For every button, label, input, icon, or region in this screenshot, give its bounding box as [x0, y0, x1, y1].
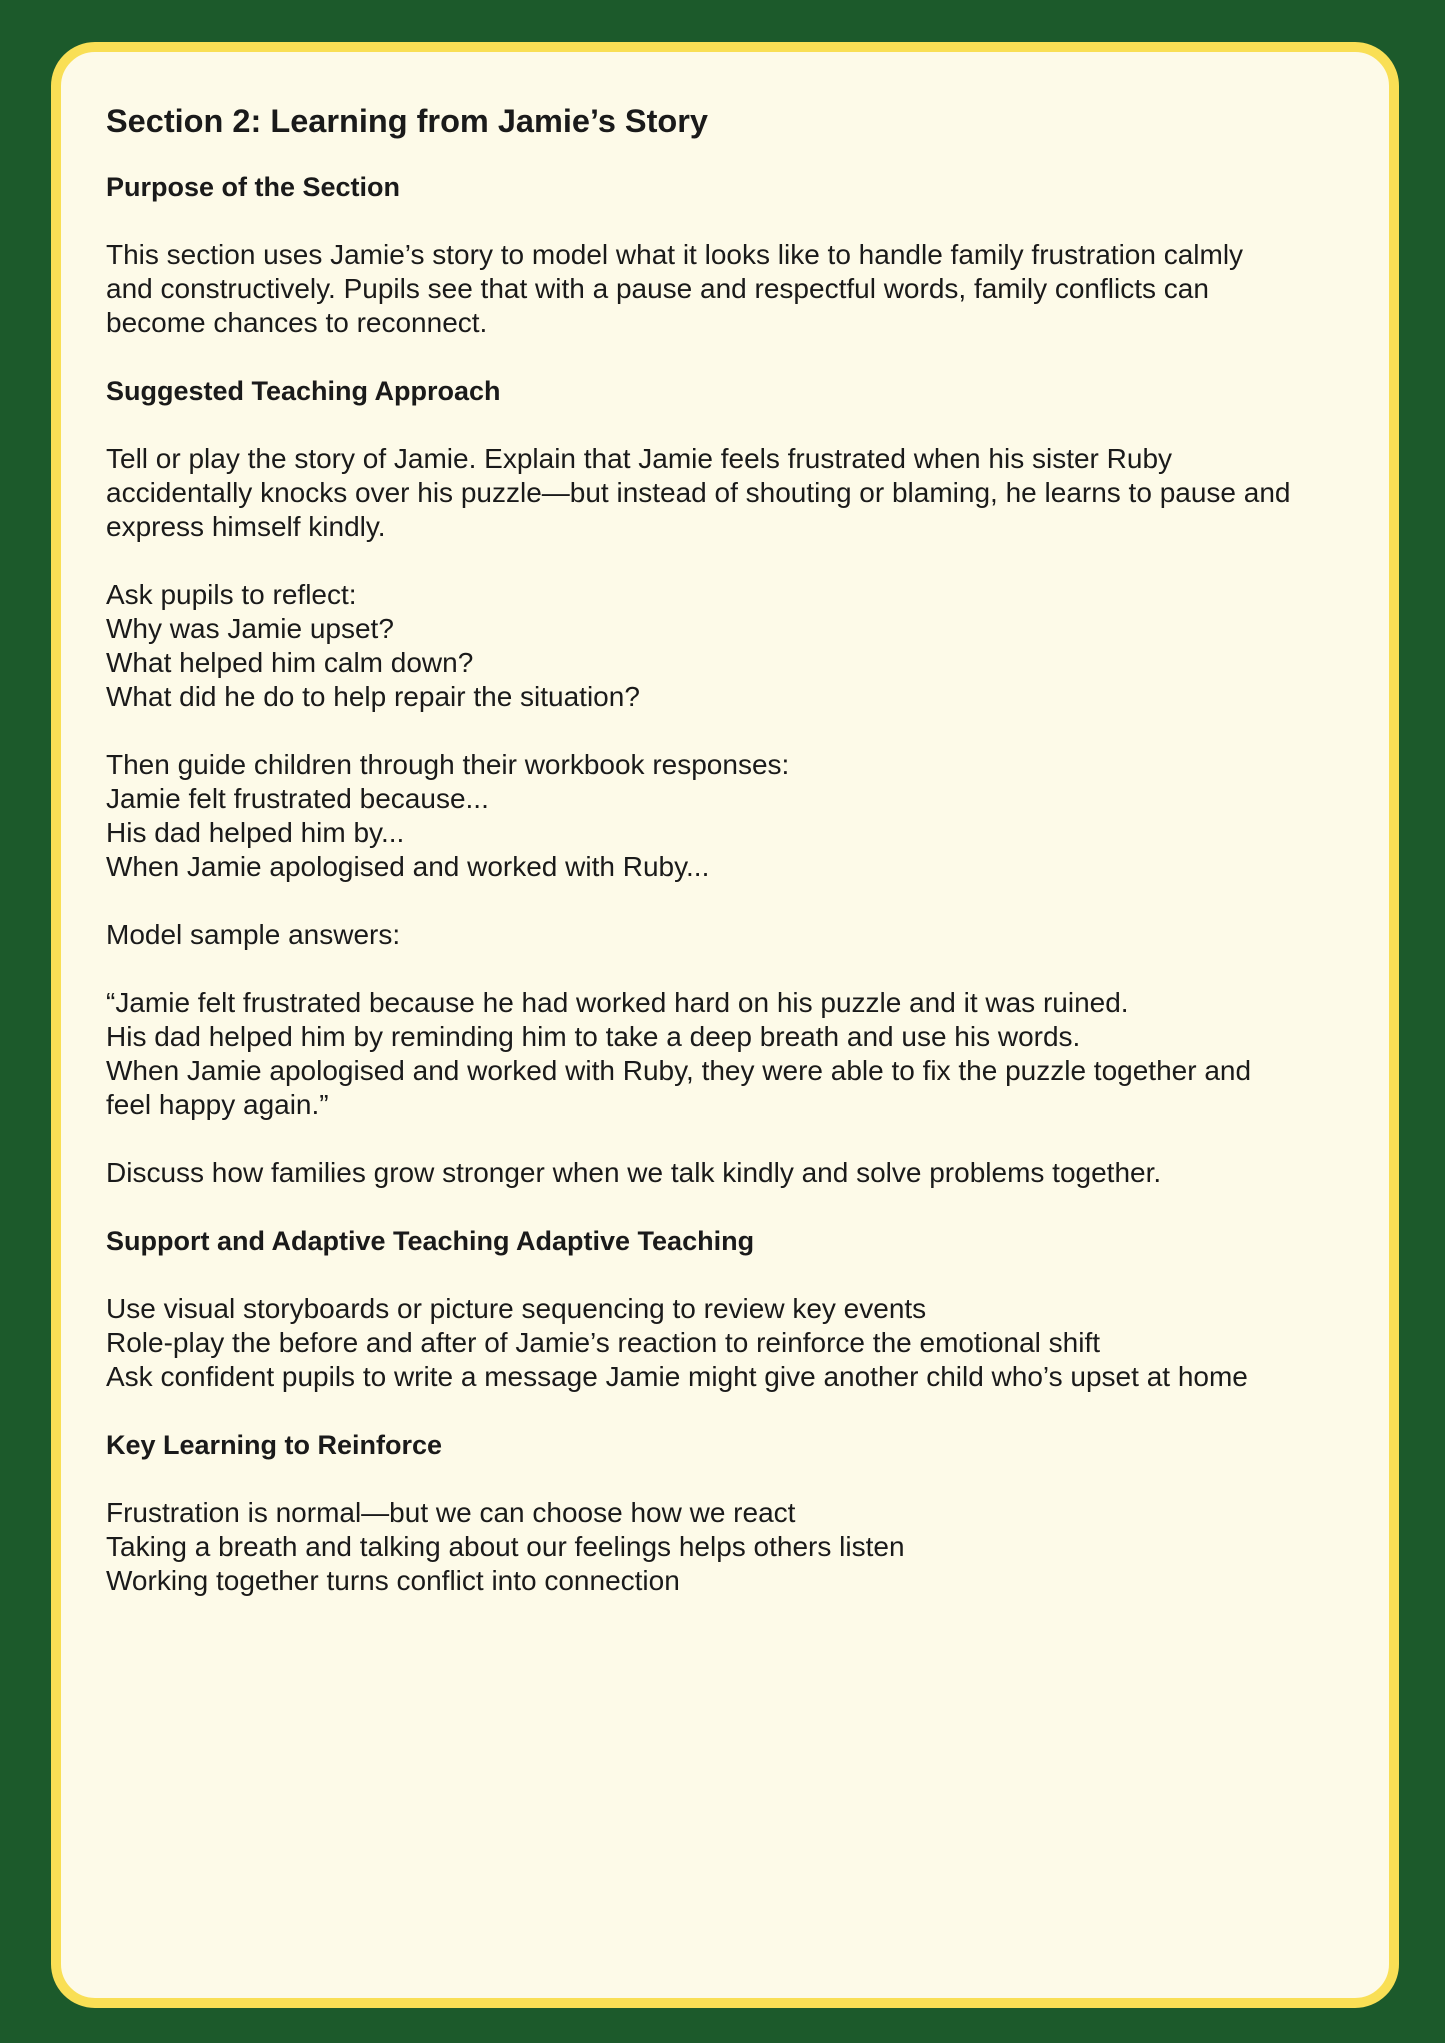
purpose-line: become chances to reconnect. [106, 307, 488, 338]
purpose-heading: Purpose of the Section [106, 172, 401, 202]
key-learning-list [106, 1496, 1356, 1598]
workbook-line: Then guide children through their workbook responses: [106, 749, 790, 780]
model-answer-line: His dad helped him by reminding him to take a deep breath and use his words. [106, 1021, 1081, 1052]
purpose-line: and constructively. Pupils see that with a pause and respectful words, family conflicts can [106, 273, 1209, 304]
workbook-line: His dad helped him by... [106, 817, 405, 848]
model-answer-line: feel happy again.” [106, 1089, 329, 1120]
document-content [106, 100, 1356, 1598]
workbook-line: Jamie felt frustrated because... [106, 783, 489, 814]
key-learning-heading: Key Learning to Reinforce [106, 1430, 443, 1460]
page-title: Section 2: Learning from Jamie’s Story [106, 103, 709, 139]
reflect-line: Why was Jamie upset? [106, 613, 394, 644]
support-item: Use visual storyboards or picture sequencing to review key events [106, 1293, 927, 1324]
approach-intro-line: Tell or play the story of Jamie. Explain that Jamie feels frustrated when his sister Ruby [106, 443, 1173, 474]
key-learning-item: Working together turns conflict into connection [106, 1565, 680, 1596]
discuss-line: Discuss how families grow stronger when we talk kindly and solve problems together. [106, 1157, 1162, 1188]
workbook-line: When Jamie apologised and worked with Ruby... [106, 851, 710, 882]
approach-intro-line: express himself kindly. [106, 511, 386, 542]
reflect-line: What helped him calm down? [106, 647, 474, 678]
purpose-paragraph [106, 238, 1356, 340]
model-answer-line: “Jamie felt frustrated because he had worked hard on his puzzle and it was ruined. [106, 987, 1129, 1018]
support-heading: Support and Adaptive Teaching Adaptive Teaching [106, 1226, 755, 1256]
support-item: Ask confident pupils to write a message Jamie might give another child who’s upset at home [106, 1361, 1248, 1392]
purpose-line: This section uses Jamie’s story to model what it looks like to handle family frustration calmly [106, 239, 1244, 270]
reflect-line: What did he do to help repair the situation? [106, 681, 640, 712]
key-learning-item: Frustration is normal—but we can choose how we react [106, 1497, 796, 1528]
model-answers [106, 986, 1356, 1122]
approach-intro-line: accidentally knocks over his puzzle—but instead of shouting or blaming, he learns to pause and [106, 477, 1291, 508]
reflect-line: Ask pupils to reflect: [106, 579, 357, 610]
approach-intro [106, 442, 1356, 544]
workbook-prompts [106, 748, 1356, 884]
support-item: Role-play the before and after of Jamie’s reaction to reinforce the emotional shift [106, 1327, 1101, 1358]
reflect-questions [106, 578, 1356, 714]
model-label: Model sample answers: [106, 919, 401, 950]
model-answer-line: When Jamie apologised and worked with Ruby, they were able to fix the puzzle together and [106, 1055, 1252, 1086]
support-list [106, 1292, 1356, 1394]
key-learning-item: Taking a breath and talking about our feelings helps others listen [106, 1531, 905, 1562]
approach-heading: Suggested Teaching Approach [106, 376, 501, 406]
